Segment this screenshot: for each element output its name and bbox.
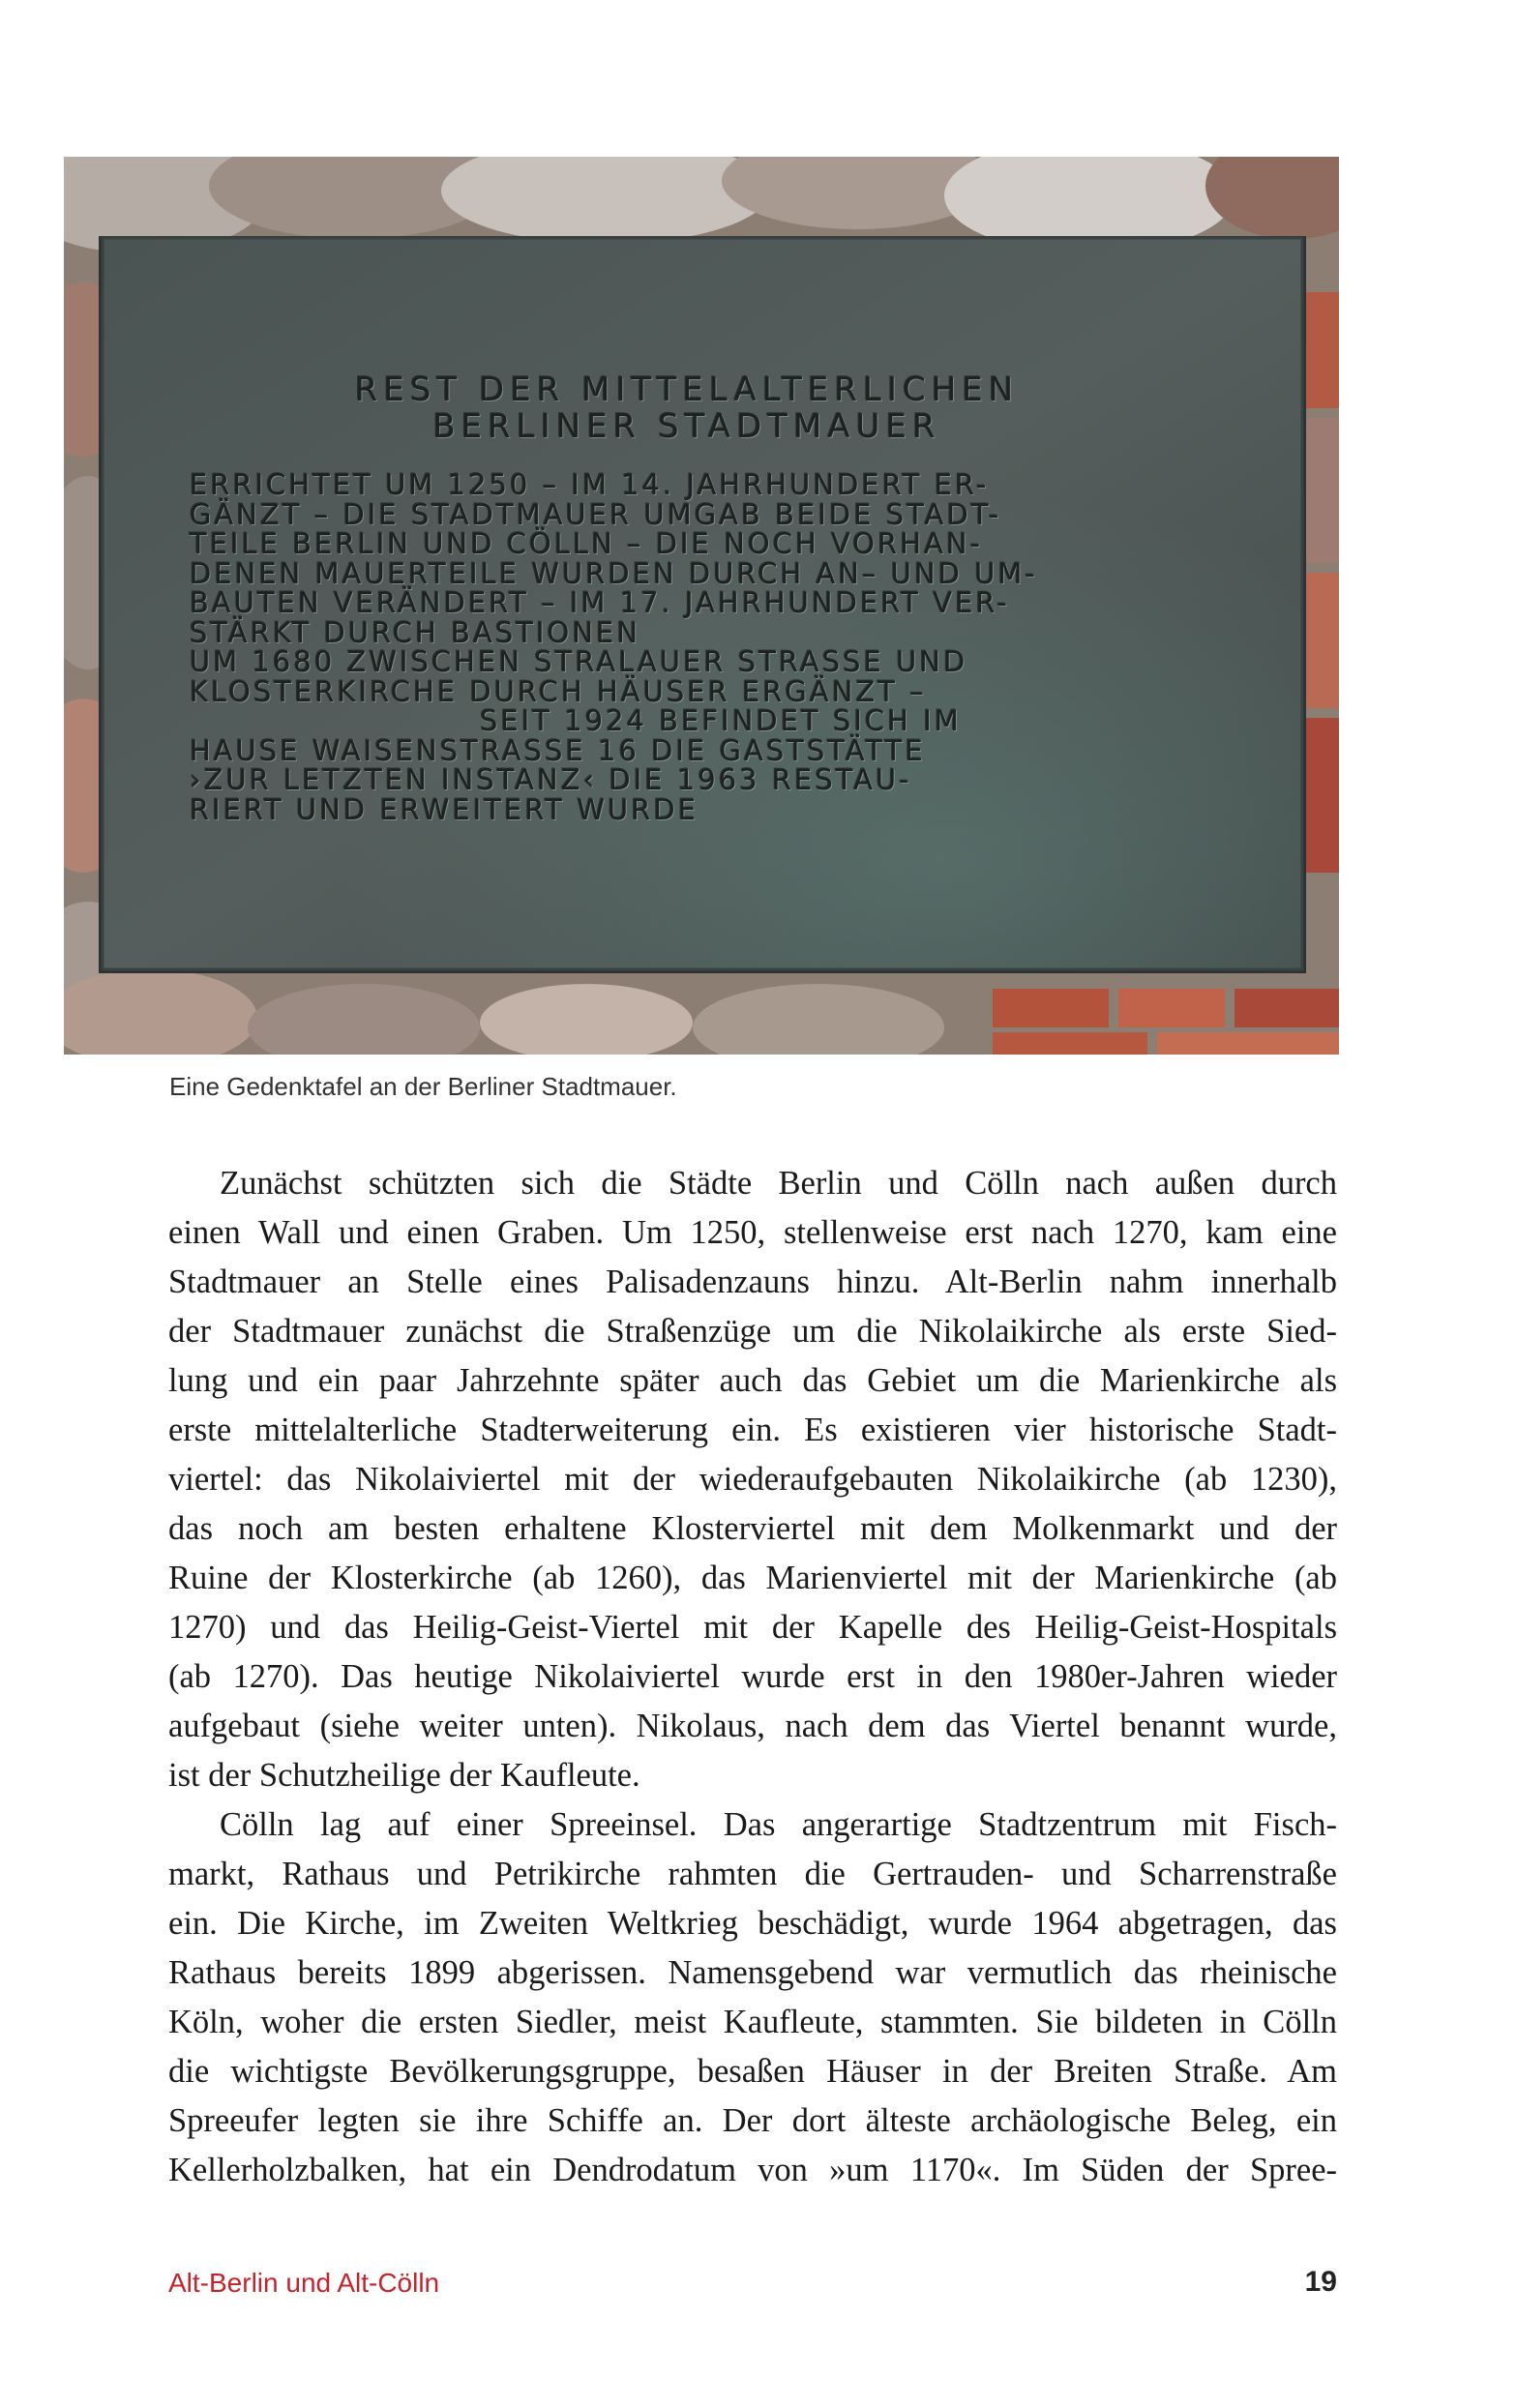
text-line: Spreeufer legten sie ihre Schiffe an. Der dort älteste archäologische Beleg, ein [168,2102,1337,2139]
text-line: Cölln lag auf einer Spreeinsel. Das angerartige Stadtzentrum mit Fisch- [220,1806,1337,1843]
plaque-line: HAUSE WAISENSTRASSE 16 DIE GASTSTÄTTE [190,733,926,767]
plaque-line: UM 1680 ZWISCHEN STRALAUER STRASSE UND [190,645,968,678]
body-text [168,1159,1337,2195]
text-line: die wichtigste Bevölkerungsgruppe, besaßen Häuser in der Breiten Straße. Am [168,2053,1337,2090]
plaque-line: TEILE BERLIN UND CÖLLN – DIE NOCH VORHAN- [190,527,984,560]
text-line: markt, Rathaus und Petrikirche rahmten die Gertrauden- und Scharrenstraße [168,1856,1337,1892]
text-line: ein. Die Kirche, im Zweiten Weltkrieg beschädigt, wurde 1964 abgetragen, das [168,1905,1337,1942]
text-line: erste mittelalterliche Stadterweiterung ein. Es existieren vier historische Stadt- [168,1412,1337,1448]
text-line: Ruine der Klosterkirche (ab 1260), das Marienviertel mit der Marienkirche (ab [168,1560,1337,1596]
text-line: (ab 1270). Das heutige Nikolaiviertel wurde erst in den 1980er-Jahren wieder [168,1658,1337,1695]
text-line: Kellerholzbalken, hat ein Dendrodatum von »um 1170«. Im Süden der Spree- [168,2152,1337,2188]
plaque-line: GÄNZT – DIE STADTMAUER UMGAB BEIDE STADT- [190,497,1002,531]
chapter-title: Alt-Berlin und Alt-Cölln [168,2268,440,2298]
plaque-title-line: REST DER MITTELALTERLICHEN [354,371,1020,409]
plaque-title [126,372,1248,445]
text-line: ist der Schutzheilige der Kaufleute. [168,1757,640,1794]
plaque-line: RIERT UND ERWEITERT WURDE [190,792,699,826]
plaque-line: BAUTEN VERÄNDERT – IM 17. JAHRHUNDERT VER- [190,586,1010,619]
plaque-line: KLOSTERKIRCHE DURCH HÄUSER ERGÄNZT – [190,674,927,708]
text-line: aufgebaut (siehe weiter unten). Nikolaus, nach dem das Viertel benannt wurde, [168,1708,1337,1744]
plaque-line: ›ZUR LETZTEN INSTANZ‹ DIE 1963 RESTAU- [190,763,912,796]
plaque-line: ERRICHTET UM 1250 – IM 14. JAHRHUNDERT ER- [190,468,990,501]
text-line: Stadtmauer an Stelle eines Palisadenzauns hinzu. Alt-Berlin nahm innerhalb [168,1263,1337,1300]
text-line: 1270) und das Heilig-Geist-Viertel mit der Kapelle des Heilig-Geist-Hospitals [168,1609,1337,1646]
text-line: Rathaus bereits 1899 abgerissen. Namensgebend war vermutlich das rheinische [168,1954,1337,1991]
text-line: lung und ein paar Jahrzehnte später auch das Gebiet um die Marienkirche als [168,1362,1337,1399]
plaque-line: DENEN MAUERTEILE WURDEN DURCH AN– UND UM- [190,556,1038,590]
photo-caption: Eine Gedenktafel an der Berliner Stadtmauer. [169,1072,677,1101]
text-line: einen Wall und einen Graben. Um 1250, stellenweise erst nach 1270, kam eine [168,1214,1337,1251]
plaque-body [126,470,1248,824]
plaque-title-line: BERLINER STADTMAUER [432,407,941,446]
plaque-inscription [126,215,1248,995]
page-number: 19 [1304,2266,1337,2298]
text-line: Köln, woher die ersten Siedler, meist Kaufleute, stammten. Sie bildeten in Cölln [168,2004,1337,2040]
text-line: viertel: das Nikolaiviertel mit der wiederaufgebauten Nikolaikirche (ab 1230), [168,1461,1337,1498]
paragraph [168,1800,1337,2195]
text-line: der Stadtmauer zunächst die Straßenzüge um die Nikolaikirche als erste Sied- [168,1313,1337,1350]
plaque-line: SEIT 1924 BEFINDET SICH IM [480,704,962,737]
text-line: Zunächst schützten sich die Städte Berlin und Cölln nach außen durch [220,1165,1337,1202]
paragraph [168,1159,1337,1800]
text-line: das noch am besten erhaltene Klosterviertel mit dem Molkenmarkt und der [168,1510,1337,1547]
plaque-line: STÄRKT DURCH BASTIONEN [190,615,641,649]
